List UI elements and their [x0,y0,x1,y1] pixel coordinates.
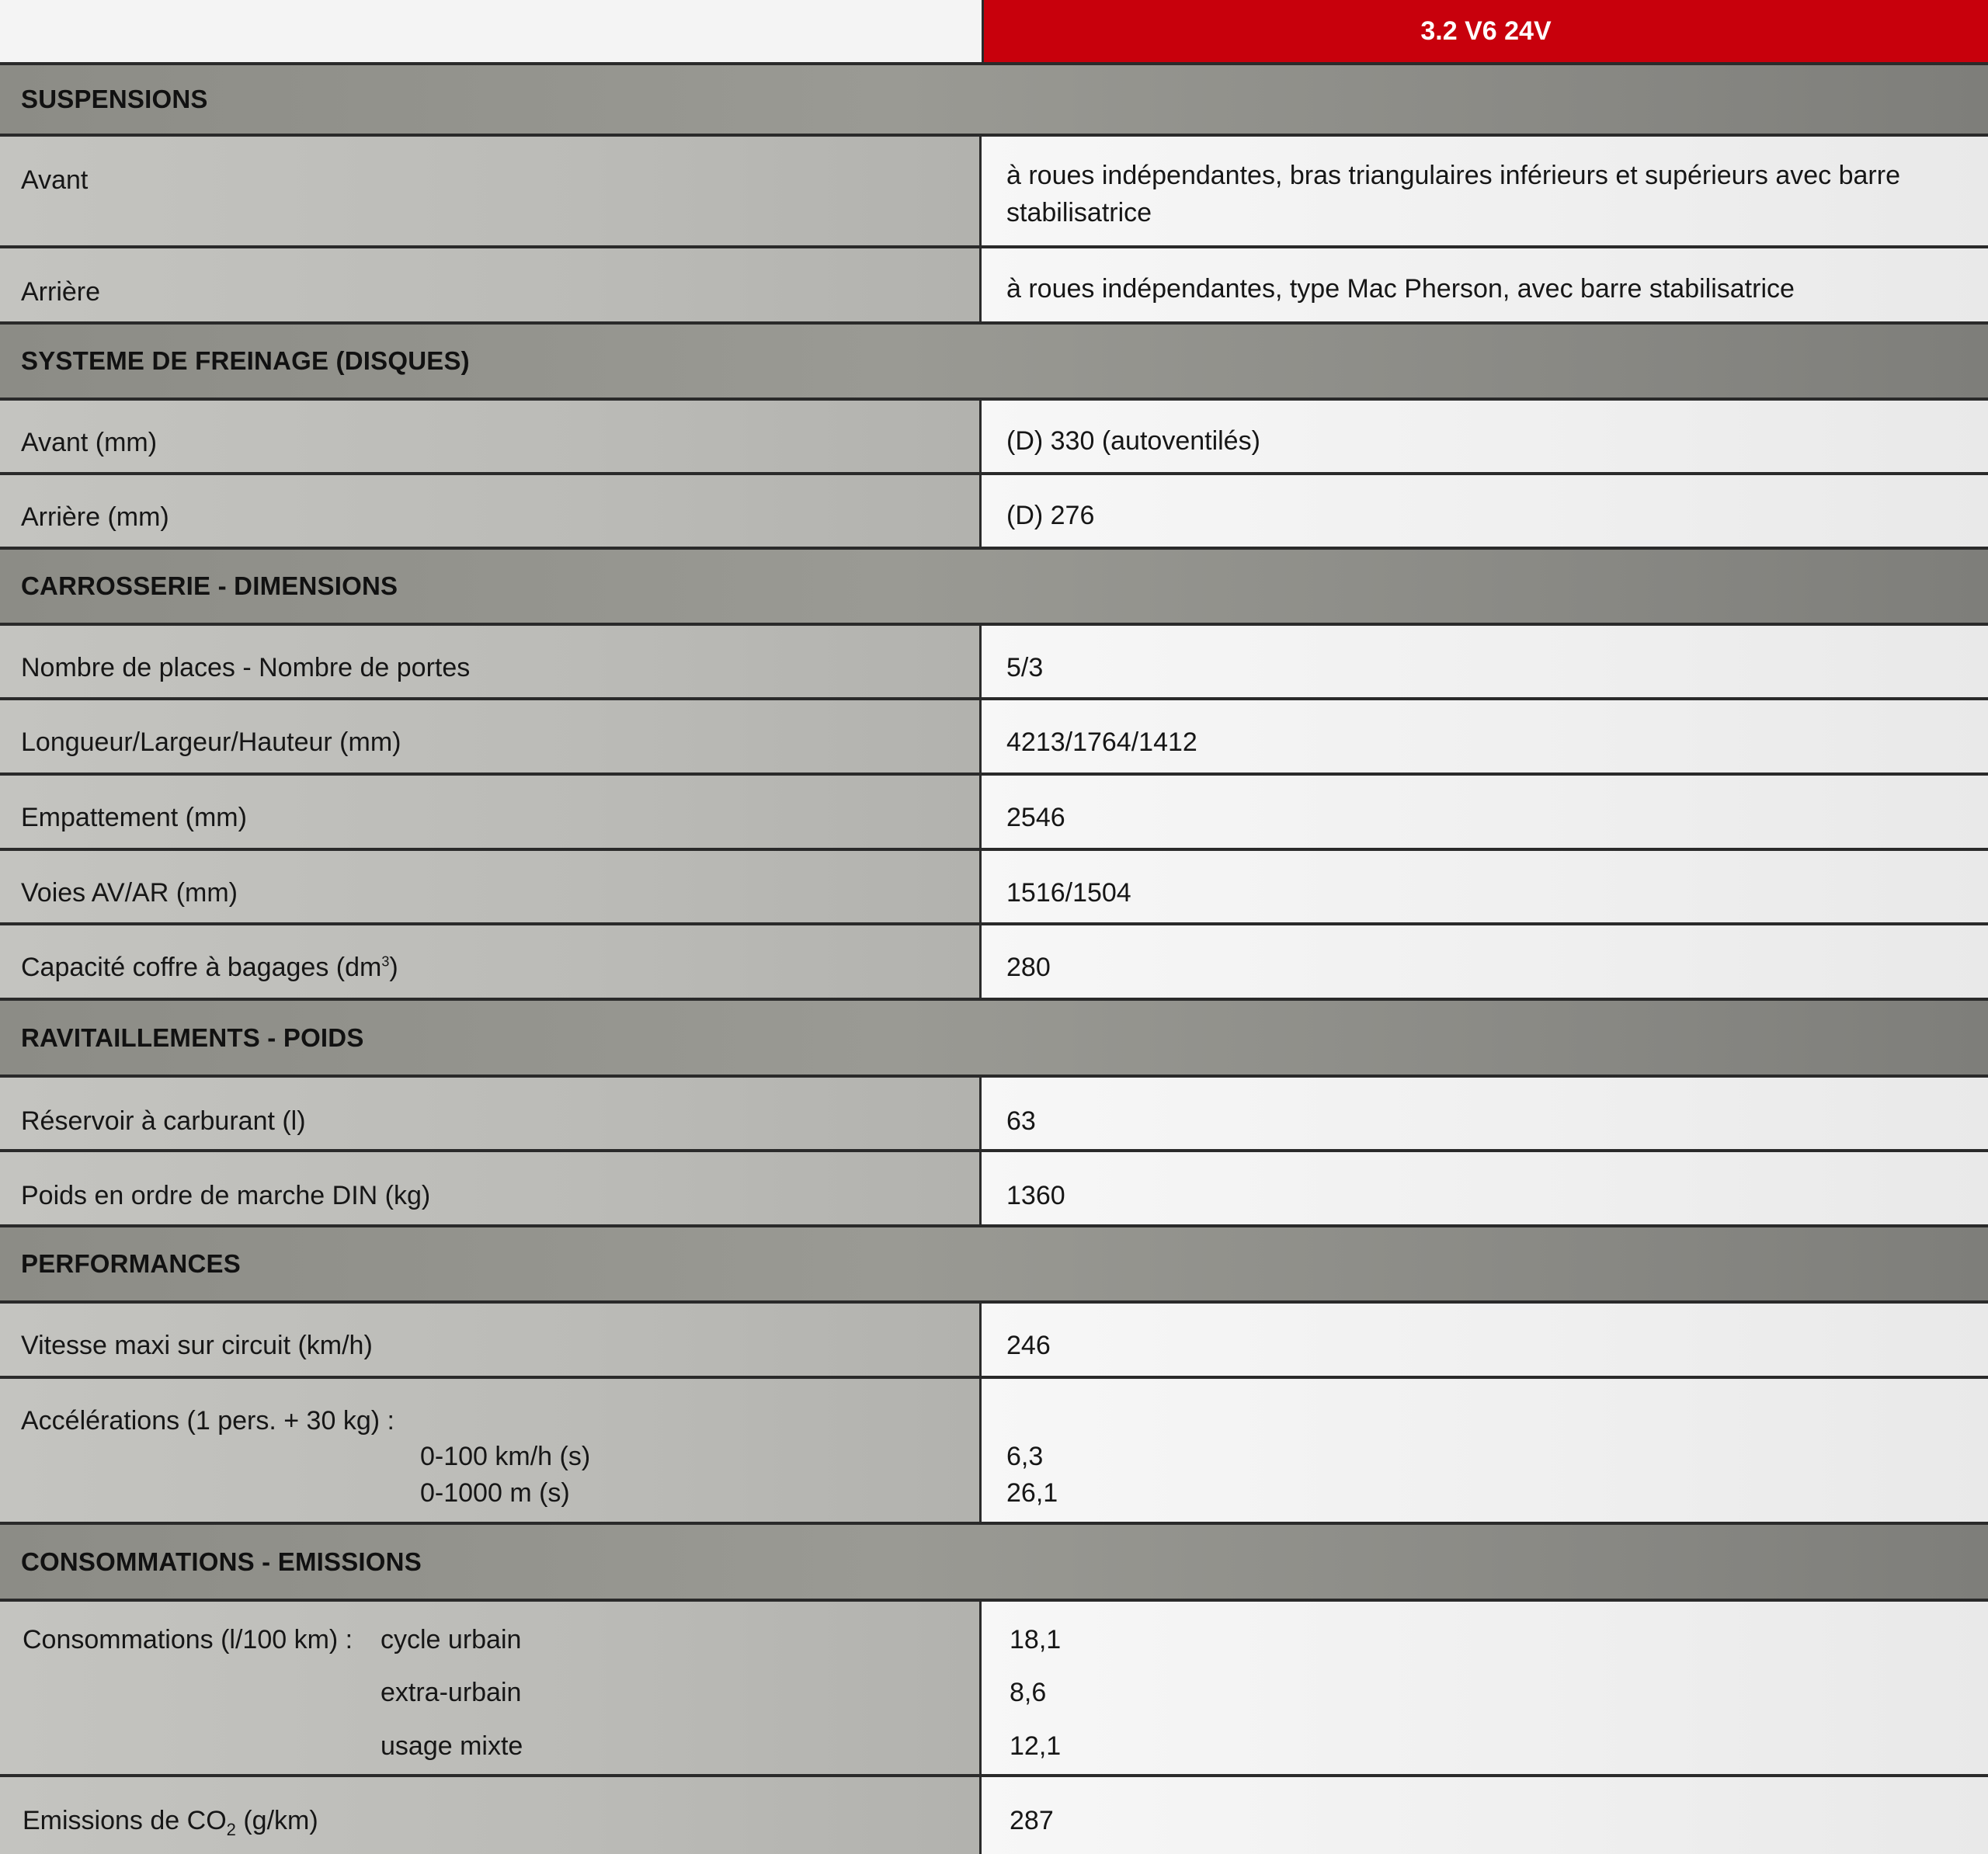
spec-label [23,1805,318,1839]
header-blank-cell [0,0,982,62]
label-cell [0,1379,982,1522]
spec-value: 4213/1764/1412 [1006,727,1197,757]
section-title: SYSTEME DE FREINAGE (DISQUES) [21,346,470,375]
spec-label-unit: (g/km) [243,1806,318,1835]
spec-label: Accélérations (1 pers. + 30 kg) : [21,1406,394,1436]
value-cell [982,626,1988,697]
value-cell [982,1152,1988,1224]
spec-value-extra-urbain: 8,6 [1010,1678,1047,1707]
label-cell [0,1304,982,1376]
spec-value: 1360 [1006,1181,1065,1210]
spec-sublabel-0-100: 0-100 km/h (s) [420,1442,591,1471]
spec-label: Longueur/Largeur/Hauteur (mm) [21,727,401,757]
spec-value-mixte: 12,1 [1010,1731,1062,1761]
spec-label: Arrière (mm) [21,502,169,532]
label-cell [0,137,982,245]
value-cell [982,248,1988,321]
spec-label: Arrière [21,277,101,307]
section-title: CONSOMMATIONS - EMISSIONS [21,1547,422,1576]
spec-row-voies [0,851,1988,925]
spec-row-frein-arriere [0,475,1988,550]
spec-row-co2 [0,1777,1988,1854]
spec-label: Consommations (l/100 km) : [23,1625,353,1654]
spec-label: Avant [21,165,89,195]
value-cell [982,700,1988,772]
section-ravitaillements [0,1001,1988,1078]
spec-sublabel-mixte: usage mixte [381,1731,523,1761]
spec-sublabel-urbain: cycle urbain [381,1625,522,1654]
spec-label-end: ) [389,953,398,982]
label-cell [0,851,982,922]
value-cell [982,851,1988,922]
section-carrosserie [0,550,1988,626]
spec-row-empattement [0,776,1988,851]
spec-row-dimensions [0,700,1988,776]
label-cell [0,1602,982,1774]
spec-value-urbain: 18,1 [1010,1625,1062,1654]
value-cell [982,1602,1988,1774]
spec-row-places [0,626,1988,700]
value-cell [982,925,1988,998]
value-cell [982,137,1988,245]
section-performances [0,1227,1988,1304]
spec-row-frein-avant [0,401,1988,475]
spec-row-coffre [0,925,1988,1001]
spec-sublabel-extra-urbain: extra-urbain [381,1678,522,1707]
spec-row-reservoir [0,1078,1988,1152]
spec-label: Vitesse maxi sur circuit (km/h) [21,1331,373,1360]
label-cell [0,248,982,321]
spec-value: à roues indépendantes, bras triangulaires inférieurs et supérieurs avec barre stabilisatrice [1006,161,1900,227]
spec-row-suspension-avant [0,137,1988,248]
spec-label-text: Emissions de CO [23,1806,227,1835]
spec-value: 287 [1010,1806,1054,1835]
section-freinage [0,325,1988,401]
spec-value: 280 [1006,953,1051,982]
section-title: CARROSSERIE - DIMENSIONS [21,571,398,600]
subscript: 2 [226,1819,236,1839]
label-cell [0,475,982,547]
spec-value: (D) 276 [1006,501,1095,530]
spec-value-0-1000: 26,1 [1006,1478,1058,1508]
spec-value: 5/3 [1006,653,1044,682]
label-cell [0,1078,982,1149]
spec-row-poids [0,1152,1988,1227]
value-cell [982,401,1988,472]
spec-row-suspension-arriere [0,248,1988,325]
spec-label: Réservoir à carburant (l) [21,1106,306,1136]
spec-value: 63 [1006,1106,1036,1136]
spec-label [21,952,398,983]
label-cell [0,700,982,772]
value-cell [982,475,1988,547]
value-cell [982,1304,1988,1376]
header-row [0,0,1988,65]
spec-row-consommations [0,1602,1988,1777]
section-consommations [0,1525,1988,1602]
label-cell [0,925,982,998]
model-column-header: 3.2 V6 24V [982,0,1988,62]
spec-row-vitesse [0,1304,1988,1379]
section-title: SUSPENSIONS [21,85,208,113]
spec-label: Avant (mm) [21,428,158,457]
spec-value: (D) 330 (autoventilés) [1006,426,1260,456]
spec-row-accelerations [0,1379,1988,1525]
spec-value-0-100: 6,3 [1006,1442,1044,1471]
label-cell [0,1777,982,1854]
spec-label: Voies AV/AR (mm) [21,878,238,908]
spec-value: 246 [1006,1331,1051,1360]
section-suspensions [0,65,1988,137]
section-title: RAVITAILLEMENTS - POIDS [21,1022,364,1052]
value-cell [982,1379,1988,1522]
label-cell [0,1152,982,1224]
spec-value: à roues indépendantes, type Mac Pherson, avec barre stabilisatrice [1006,274,1795,304]
spec-label: Empattement (mm) [21,803,247,832]
section-title: PERFORMANCES [21,1249,241,1278]
spec-value: 2546 [1006,803,1065,832]
label-cell [0,626,982,697]
label-cell [0,776,982,848]
label-cell [0,401,982,472]
spec-value: 1516/1504 [1006,878,1131,908]
spec-label-text: Capacité coffre à bagages (dm [21,953,382,982]
superscript: 3 [381,953,390,970]
spec-label: Nombre de places - Nombre de portes [21,653,471,682]
spec-sublabel-0-1000: 0-1000 m (s) [420,1478,570,1508]
value-cell [982,1777,1988,1854]
value-cell [982,776,1988,848]
spec-label: Poids en ordre de marche DIN (kg) [21,1181,431,1210]
value-cell [982,1078,1988,1149]
